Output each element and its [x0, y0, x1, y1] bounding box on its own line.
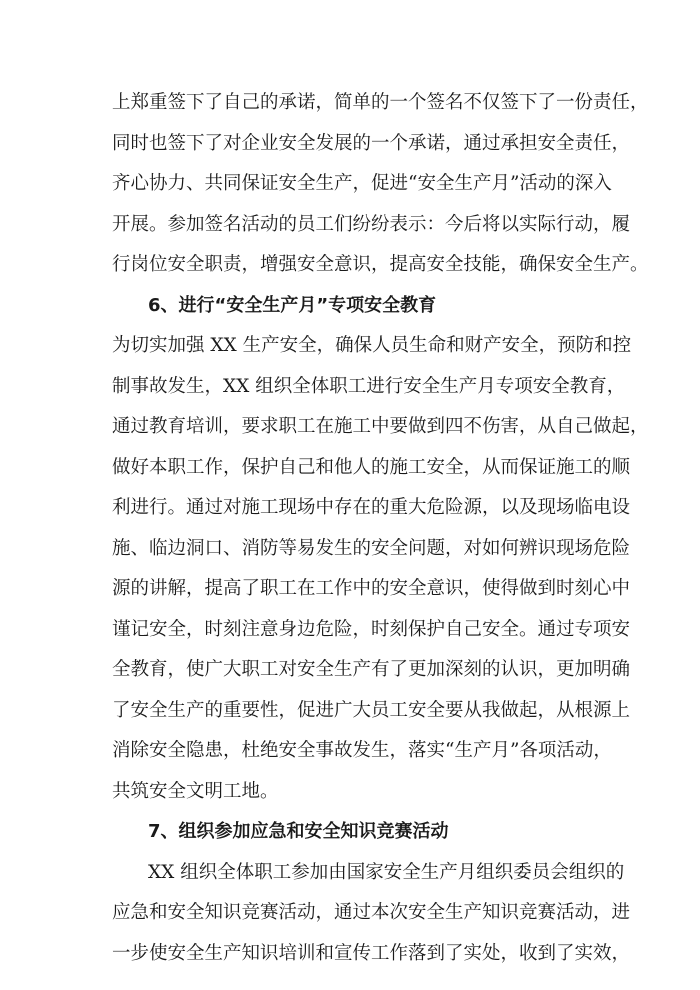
paragraph-line: 了安全生产的重要性，促进广大员工安全要从我做起，从根源上	[112, 699, 631, 721]
paragraph-line: 一步使安全生产知识培训和宣传工作落到了实处，收到了实效，	[112, 942, 631, 964]
paragraph-line: 共筑安全文明工地。	[112, 780, 279, 802]
paragraph-line: 行岗位安全职责，增强安全意识，提高安全技能，确保安全生产。	[112, 254, 649, 275]
paragraph-line: 谨记安全，时刻注意身边危险，时刻保护自己安全。通过专项安	[112, 618, 631, 640]
paragraph-line: 源的讲解，提高了职工在工作中的安全意识，使得做到时刻心中	[112, 578, 631, 599]
paragraph-line: 做好本职工作，保护自己和他人的施工安全，从而保证施工的顺	[112, 456, 631, 478]
paragraph-line: 通过教育培训，要求职工在施工中要做到四不伤害，从自己做起，	[112, 416, 649, 437]
paragraph-line: 同时也签下了对企业安全发展的一个承诺，通过承担安全责任，	[112, 132, 631, 154]
paragraph-line: 上郑重签下了自己的承诺，简单的一个签名不仅签下了一份责任，	[112, 92, 649, 113]
paragraph-line: 为切实加强 XX 生产安全，确保人员生命和财产安全，预防和控	[112, 335, 632, 356]
paragraph-line: 齐心协力、共同保证安全生产，促进“安全生产月”活动的深入	[112, 173, 612, 194]
paragraph-line: 应急和安全知识竞赛活动，通过本次安全生产知识竞赛活动，进	[112, 902, 631, 923]
paragraph-line: 利进行。通过对施工现场中存在的重大危险源，以及现场临电设	[112, 497, 631, 518]
paragraph-line: XX 组织全体职工参加由国家安全生产月组织委员会组织的	[148, 861, 625, 883]
paragraph-line: 消除安全隐患，杜绝安全事故发生，落实“生产月”各项活动，	[112, 740, 612, 761]
paragraph-line: 制事故发生，XX 组织全体职工进行安全生产月专项安全教育，	[112, 375, 626, 397]
paragraph-line: 全教育，使广大职工对安全生产有了更加深刻的认识，更加明确	[112, 659, 631, 680]
section-heading: 6、进行“安全生产月”专项安全教育	[148, 294, 437, 316]
paragraph-line: 施、临边洞口、消防等易发生的安全问题，对如何辨识现场危险	[112, 537, 631, 559]
paragraph-line: 开展。参加签名活动的员工们纷纷表示：今后将以实际行动，履	[112, 213, 631, 235]
section-heading: 7、组织参加应急和安全知识竞赛活动	[148, 821, 449, 842]
